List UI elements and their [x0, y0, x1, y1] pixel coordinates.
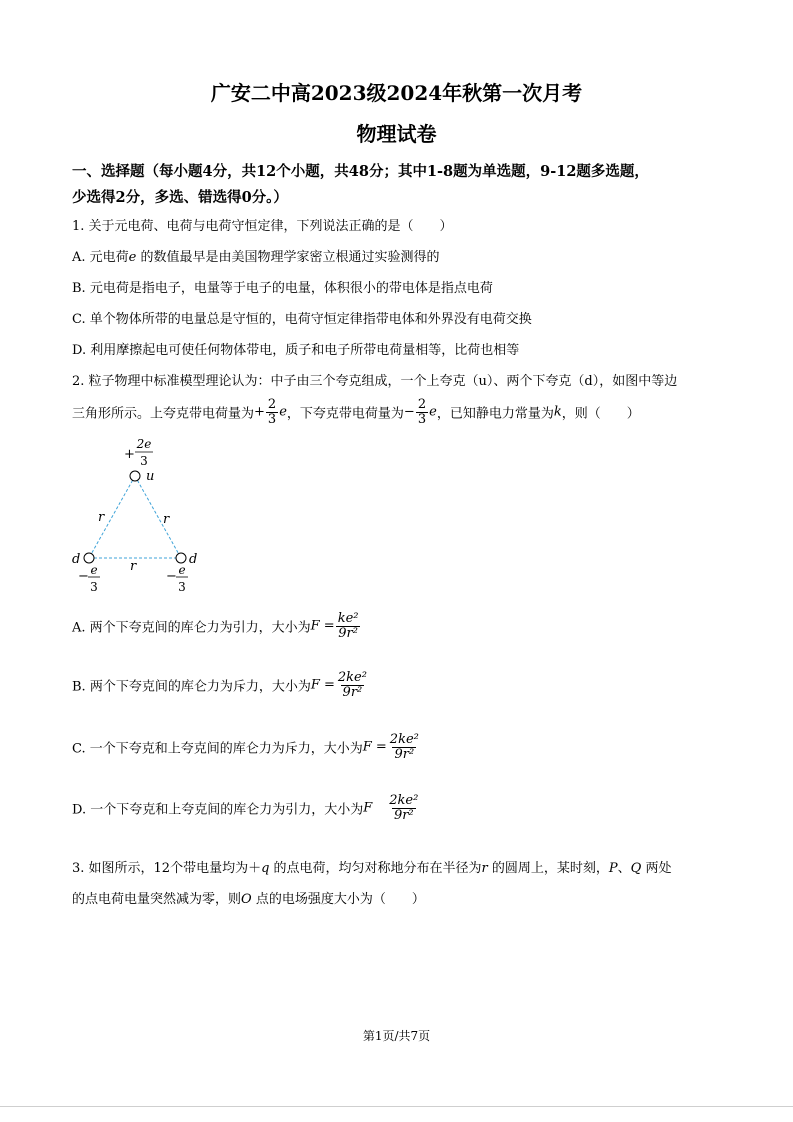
exam-title: 广安二中高2023级2024年秋第一次月考: [210, 81, 583, 105]
q2-stem-text-a: 三角形所示。上夸克带电荷量为: [72, 406, 255, 422]
subject-title: 物理试卷: [356, 122, 437, 146]
q3-stem-line2: [72, 888, 425, 907]
q2-option-b-num: 2ke²: [337, 670, 367, 685]
q2-option-c-fraction: [388, 733, 421, 761]
q2-option-b-fraction: [336, 671, 369, 699]
q1-option-a: [72, 246, 440, 265]
top-charge-den: 3: [140, 454, 148, 468]
q1-option-a-pre: A. 元电荷: [72, 250, 129, 265]
q2-up-den: 3: [267, 411, 277, 427]
q2-option-d-text: D. 一个下夸克和上夸克间的库仑力为引力，大小为: [72, 802, 364, 818]
q3-r-var: r: [481, 861, 488, 876]
q1-option-c: C. 单个物体所带的电量总是守恒的，电荷守恒定律指带电体和外界没有电荷交换: [72, 312, 532, 327]
q2-stem-text-d: ，则（ ）: [561, 406, 640, 422]
q3-q-var: q: [261, 861, 270, 876]
q1-option-a-var: e: [128, 250, 137, 265]
q2-down-fraction: [416, 398, 428, 426]
right-charge-den: 3: [178, 580, 186, 594]
q2-option-a: [72, 612, 362, 640]
q3-text-b: 的点电荷，均匀对称地分布在半径为: [269, 861, 482, 876]
q2-stem-text-c: ，已知静电力常量为: [436, 406, 554, 422]
side-left-label: r: [98, 510, 105, 525]
q2-option-c-lhs: F =: [362, 739, 387, 755]
q2-option-d: [72, 794, 421, 822]
q3-text-f: 点的电场强度大小为（ ）: [251, 892, 425, 907]
section-heading-line1: 一、选择题（每小题4分，共12个小题，共48分；其中1-8题为单选题，9-12题多选题，: [72, 163, 649, 180]
q2-down-num: 2: [417, 397, 427, 412]
q2-option-b-lhs: F =: [310, 677, 335, 693]
q2-option-a-fraction: [336, 612, 361, 640]
q2-up-num: 2: [267, 397, 277, 412]
q2-option-a-text: A. 两个下夸克间的库仑力为引力，大小为: [72, 620, 311, 636]
q2-up-var: e: [279, 404, 287, 420]
side-bottom-label: r: [130, 559, 137, 574]
triangle-side-left: [89, 476, 135, 558]
q2-option-a-den: 9r²: [338, 625, 358, 641]
q2-option-b-text: B. 两个下夸克间的库仑力为斥力，大小为: [72, 679, 311, 695]
q3-text-d: 两处: [641, 861, 672, 876]
right-charge-sign: −: [166, 569, 177, 584]
q3-qq-var: Q: [630, 861, 642, 876]
q3-text-c: 的圆周上，某时刻，: [487, 861, 609, 876]
q3-stem-line1: [72, 857, 671, 876]
q2-up-sign: +: [254, 404, 265, 420]
q2-option-c-num: 2ke²: [389, 732, 419, 747]
q1-stem: 1. 关于元电荷、电荷与电荷守恒定律，下列说法正确的是（ ）: [72, 219, 453, 234]
q3-sep: 、: [617, 861, 631, 876]
q2-option-d-den: 9r²: [393, 807, 414, 823]
q2-option-c-text: C. 一个下夸克和上夸克间的库仑力为斥力，大小为: [72, 741, 363, 757]
q2-down-var: e: [429, 404, 437, 420]
q3-text-e: 的点电荷电量突然减为零，则: [72, 892, 242, 907]
q2-option-a-num: ke²: [337, 611, 359, 626]
left-charge-den: 3: [90, 580, 98, 594]
up-quark-circle: [130, 471, 140, 481]
q3-o-var: O: [241, 892, 252, 907]
left-charge-num: e: [90, 563, 98, 577]
q2-down-den: 3: [417, 411, 427, 427]
down-quark-left-circle: [84, 553, 94, 563]
down-quark-left-label: d: [72, 552, 81, 567]
q2-option-d-num: 2ke²: [389, 793, 419, 808]
q2-stem-line1: 2. 粒子物理中标准模型理论认为：中子由三个夸克组成，一个上夸克（u）、两个下夸克（d），如图中等边: [72, 374, 678, 389]
q3-p-var: P: [608, 861, 618, 876]
right-charge-num: e: [178, 563, 186, 577]
q1-option-d: D. 利用摩擦起电可使任何物体带电，质子和电子所带电荷量相等，比荷也相等: [72, 343, 520, 358]
q1-option-a-post: 的数值最早是由美国物理学家密立根通过实验测得的: [136, 250, 440, 265]
left-charge-sign: −: [78, 569, 89, 584]
q2-k-var: k: [553, 404, 562, 420]
down-quark-right-circle: [176, 553, 186, 563]
q2-option-c: [72, 733, 422, 761]
side-right-label: r: [163, 512, 170, 527]
q2-up-fraction: [266, 398, 278, 426]
q2-option-d-lhs: F: [363, 800, 373, 816]
q2-option-d-fraction: [387, 794, 420, 822]
top-charge-num: 2e: [136, 437, 152, 451]
triangle-side-right: [135, 476, 181, 558]
section-heading-line2: 少选得2分，多选、错选得0分。）: [72, 189, 288, 206]
q2-option-b-den: 9r²: [342, 684, 363, 700]
q2-option-c-den: 9r²: [394, 746, 415, 762]
page-footer: 第1页/共7页: [362, 1029, 431, 1043]
q1-option-b: B. 元电荷是指电子，电量等于电子的电量，体积很小的带电体是指点电荷: [72, 281, 493, 296]
up-quark-label: u: [146, 469, 155, 484]
page-bottom-divider: [0, 1106, 793, 1107]
q2-option-b: [72, 671, 370, 699]
quark-triangle-figure: [68, 434, 208, 604]
q3-text-a: 3. 如图所示，12个带电量均为＋: [72, 861, 262, 876]
q2-down-sign: −: [403, 404, 415, 420]
q2-stem-text-b: ，下夸克带电荷量为: [286, 406, 404, 422]
q2-option-a-lhs: F =: [310, 618, 335, 634]
q2-stem-line2: [72, 398, 640, 426]
top-charge-sign: +: [124, 447, 135, 462]
down-quark-right-label: d: [189, 552, 198, 567]
